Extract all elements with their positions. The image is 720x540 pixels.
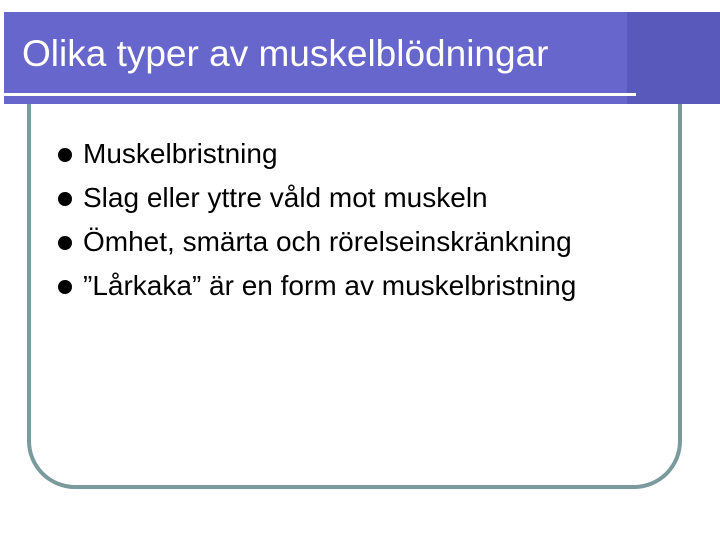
bullet-dot-icon bbox=[58, 192, 72, 206]
bullet-item bbox=[58, 264, 576, 308]
slide-title: Olika typer av muskelblödningar bbox=[22, 33, 549, 74]
bullet-dot-icon bbox=[58, 148, 72, 162]
bullet-dot-icon bbox=[58, 236, 72, 250]
bullet-text: Ömhet, smärta och rörelseinskränkning bbox=[83, 226, 572, 257]
bullet-item bbox=[58, 220, 576, 264]
bullet-text: Slag eller yttre våld mot muskeln bbox=[83, 182, 488, 213]
title-underline bbox=[4, 93, 636, 96]
bullet-dot-icon bbox=[58, 280, 72, 294]
bullet-text: ”Lårkaka” är en form av muskelbristning bbox=[83, 270, 577, 301]
bullet-text: Muskelbristning bbox=[83, 138, 278, 169]
bullet-item bbox=[58, 176, 576, 220]
title-bar-accent bbox=[627, 12, 720, 104]
bullet-list bbox=[58, 132, 576, 308]
bullet-item bbox=[58, 132, 576, 176]
